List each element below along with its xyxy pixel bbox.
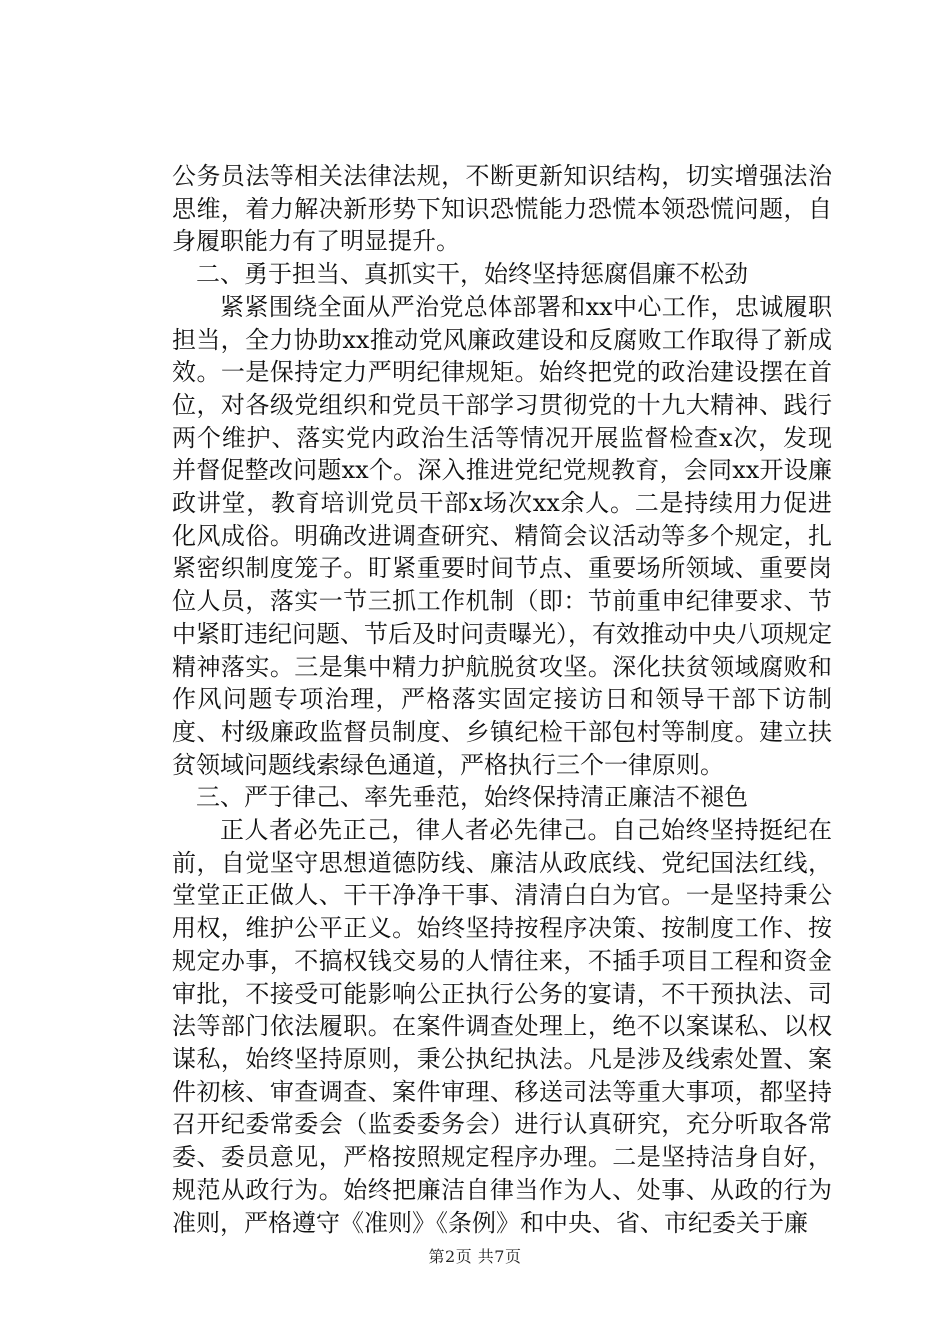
- section-heading-two: 二、勇于担当、真抓实干，始终坚持惩腐倡廉不松劲: [196, 260, 748, 289]
- document-body: [172, 160, 832, 1239]
- paragraph-section-three: 正人者必先正己，律人者必先律己。自己始终坚持挺纪在前，自觉坚守思想道德防线、廉洁从政底线、党纪国法红线，堂堂正正做人、干干净净干事、清清白白为官。一是坚持秉公用权，维护公平正义。始终坚持按程序决策、按制度工作、按规定办事，不搞权钱交易的人情往来，不插手项目工程和资金审批，不接受可能影响公正执行公务的宴请，不干预执法、司法等部门依法履职。在案件调查处理上，绝不以案谋私、以权谋私，始终坚持原则，秉公执纪执法。凡是涉及线索处置、案件初核、审查调查、案件审理、移送司法等重大事项，都坚持召开纪委常委会（监委委务会）进行认真研究，充分听取各常委、委员意见，严格按照规定程序办理。二是坚持洁身自好，规范从政行为。始终把廉洁自律当作为人、处事、从政的行为准则，严格遵守《准则》《条例》和中央、省、市纪委关于廉: [172, 816, 832, 1237]
- paragraph-section-two: 紧紧围绕全面从严治党总体部署和xx中心工作，忠诚履职担当，全力协助xx推动党风廉政建设和反腐败工作取得了新成效。一是保持定力严明纪律规矩。始终把党的政治建设摆在首位，对各级党组织和党员干部学习贯彻党的十九大精神、践行两个维护、落实党内政治生活等情况开展监督检查x次，发现并督促整改问题xx个。深入推进党纪党规教育，会同xx开设廉政讲堂，教育培训党员干部x场次xx余人。二是持续用力促进化风成俗。明确改进调查研究、精简会议活动等多个规定，扎紧密织制度笼子。盯紧重要时间节点、重要场所领域、重要岗位人员，落实一节三抓工作机制（即：节前重申纪律要求、节中紧盯违纪问题、节后及时问责曝光），有效推动中央八项规定精神落实。三是集中精力护航脱贫攻坚。深化扶贫领域腐败和作风问题专项治理，严格落实固定接访日和领导干部下访制度、村级廉政监督员制度、乡镇纪检干部包村等制度。建立扶贫领域问题线索绿色通道，严格执行三个一律原则。: [172, 292, 832, 779]
- section-heading-three: 三、严于律己、率先垂范，始终保持清正廉洁不褪色: [196, 783, 748, 812]
- paragraph-continuation: 公务员法等相关法律法规，不断更新知识结构，切实增强法治思维，着力解决新形势下知识恐慌能力恐慌本领恐慌问题，自身履职能力有了明显提升。: [172, 162, 832, 256]
- page-footer: 第2页 共7页: [428, 1247, 522, 1266]
